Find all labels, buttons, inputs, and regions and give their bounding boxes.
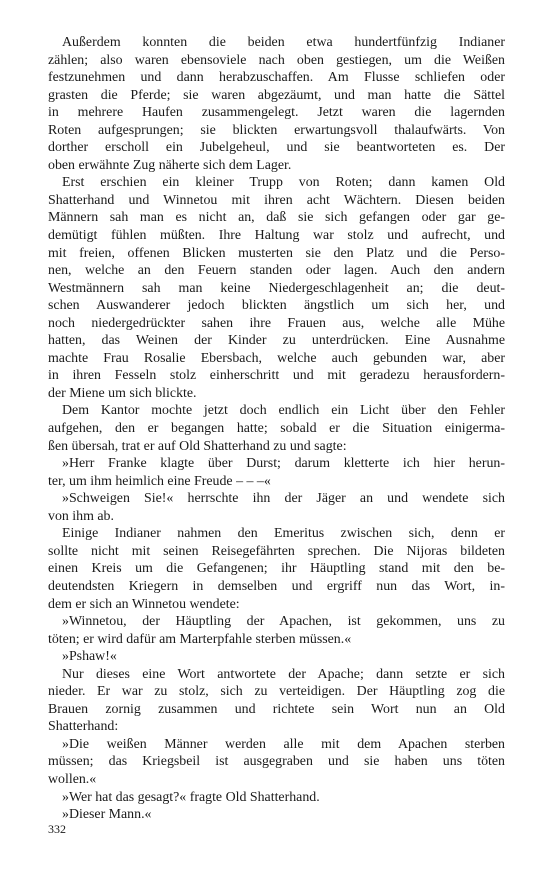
text-line: zählen; also waren ebensoviele nach oben gestiegen, um die Weißen	[48, 52, 505, 68]
text-line: dem er sich an Winnetou wendete:	[48, 596, 240, 612]
text-line: in mehrere Haufen zusammengelegt. Jetzt waren die lagernden	[48, 105, 505, 121]
page-number: 332	[48, 822, 66, 836]
text-line: »Die weißen Männer werden alle mit dem Apachen sterben	[62, 736, 505, 752]
text-line: Nur dieses eine Wort antwortete der Apache; dann setzte er sich	[62, 666, 505, 682]
text-line: in ihren Fesseln stolz einherschritt und mit geradezu herausfordern-	[48, 368, 505, 384]
text-line: schen Auswanderer jedoch blickten ängstlich um sich her, und	[48, 298, 505, 314]
text-line: sollte nicht mit seinen Reisegefährten sprechen. Die Nijoras bildeten	[48, 543, 505, 559]
text-line: »Dieser Mann.«	[62, 807, 152, 823]
text-line: machte Frau Rosalie Ebersbach, welche auch gebunden war, aber	[48, 350, 505, 366]
text-line: wollen.«	[48, 771, 97, 787]
text-line: müssen; das Kriegsbeil ist ausgegraben und sie haben uns töten	[48, 754, 505, 770]
text-line: aufgehen, den er begangen hatte; sobald er die Situation einigerma-	[48, 421, 505, 437]
text-line: grasten die Pferde; sie waren abgezäumt, und man hatte die Sättel	[48, 87, 505, 103]
text-line: hatten, das Weinen der Kinder zu unterdrücken. Eine Ausnahme	[48, 333, 505, 349]
text-line: Roten aufgesprungen; sie blickten erwartungsvoll thalaufwärts. Von	[48, 122, 505, 138]
text-line: oben erwähnte Zug näherte sich dem Lager.	[48, 157, 292, 173]
text-line: Außerdem konnten die beiden etwa hundertfünfzig Indianer	[62, 35, 505, 50]
text-line: dorther erscholl ein Jubelgeheul, und sie beantworteten es. Der	[48, 140, 505, 156]
text-line: töten; er wird dafür am Marterpfahle sterben müssen.«	[48, 631, 352, 647]
text-line: »Herr Franke klagte über Durst; darum kletterte ich hier herun-	[62, 456, 505, 472]
text-line: von ihm ab.	[48, 508, 114, 524]
text-line: einen Kreis um die Gefangenen; ihr Häuptling stand mit den be-	[48, 561, 505, 577]
text-line: Einige Indianer nahmen den Emeritus zwischen sich, denn er	[62, 526, 505, 542]
text-line: Shatterhand:	[48, 719, 119, 735]
text-line: ßen übersah, trat er auf Old Shatterhand zu und sagte:	[48, 438, 347, 454]
text-line: festzunehmen und dann herabzuschaffen. Am Flusse schliefen oder	[48, 70, 505, 86]
text-line: Männern sah man es nicht an, daß sie sich gefangen oder gar ge-	[48, 210, 505, 226]
text-line: »Pshaw!«	[62, 649, 117, 665]
text-line: demütigt fühlen müßten. Ihre Haltung war stolz und aufrecht, und	[48, 228, 505, 244]
text-line: deutendsten Kriegern in demselben und ergriff nun das Wort, in-	[48, 578, 505, 594]
text-line: Brauen zornig zusammen und richtete sein Wort nun an Old	[48, 701, 505, 717]
text-line: mit freien, offenen Blicken musterten sie den Platz und die Perso-	[48, 245, 505, 261]
text-line: Westmännern sah man keine Niedergeschlagenheit an; die deut-	[48, 280, 505, 296]
text-line: Dem Kantor mochte jetzt doch endlich ein Licht über den Fehler	[62, 403, 505, 419]
text-line: ter, um ihm heimlich eine Freude – – –«	[48, 473, 271, 489]
text-line: Shatterhand und Winnetou mit ihren acht Wächtern. Diesen beiden	[48, 192, 505, 208]
text-line: »Winnetou, der Häuptling der Apachen, ist gekommen, uns zu	[62, 614, 505, 630]
text-line: »Schweigen Sie!« herrschte ihn der Jäger an und wendete sich	[62, 491, 505, 507]
text-line: »Wer hat das gesagt?« fragte Old Shatterhand.	[62, 789, 320, 805]
text-line: nen, welche an den Feuern standen oder lagen. Auch den andern	[48, 263, 505, 279]
text-line: noch niedergedrückter sahen ihre Frauen aus, welche alle Mühe	[48, 315, 505, 331]
text-line: Erst erschien ein kleiner Trupp von Roten; dann kamen Old	[62, 175, 505, 191]
text-line: der Miene um sich blickte.	[48, 385, 197, 401]
body-text	[48, 34, 505, 824]
text-line: nieder. Er war zu stolz, sich zu verteidigen. Der Häuptling zog die	[48, 684, 505, 700]
